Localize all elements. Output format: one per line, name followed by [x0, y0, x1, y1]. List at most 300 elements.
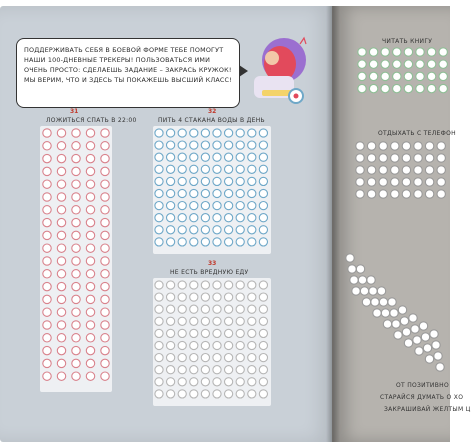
tracker-circle[interactable] [167, 177, 175, 185]
tracker-circle[interactable] [356, 154, 364, 162]
tracker-circle[interactable] [391, 154, 399, 162]
tracker-circle[interactable] [72, 257, 80, 265]
tracker-circle[interactable] [225, 293, 233, 301]
tracker-circle[interactable] [101, 270, 109, 278]
tracker-circle[interactable] [167, 317, 175, 325]
tracker-circle[interactable] [155, 141, 163, 149]
tracker-circle[interactable] [225, 305, 233, 313]
tracker-circle[interactable] [167, 129, 175, 137]
tracker-circle[interactable] [248, 281, 256, 289]
tracker-circle[interactable] [402, 190, 410, 198]
tracker-circle[interactable] [72, 129, 80, 137]
tracker-circle[interactable] [201, 129, 209, 137]
tracker-circle[interactable] [155, 305, 163, 313]
tracker-circle[interactable] [402, 142, 410, 150]
tracker-circle[interactable] [201, 354, 209, 362]
tracker-circle[interactable] [404, 72, 412, 80]
tracker-circle[interactable] [155, 238, 163, 246]
tracker-circle[interactable] [155, 354, 163, 362]
tracker-circle[interactable] [201, 378, 209, 386]
tracker-circle[interactable] [190, 129, 198, 137]
tracker-circle[interactable] [213, 226, 221, 234]
tracker-circle[interactable] [57, 308, 65, 316]
tracker-circle[interactable] [248, 341, 256, 349]
tracker-circle[interactable] [369, 72, 377, 80]
tracker-circle[interactable] [190, 378, 198, 386]
tracker-circle[interactable] [358, 60, 366, 68]
tracker-circle[interactable] [225, 153, 233, 161]
tracker-circle[interactable] [352, 287, 360, 295]
tracker-circle[interactable] [167, 329, 175, 337]
tracker-circle[interactable] [259, 293, 267, 301]
tracker-circle[interactable] [190, 226, 198, 234]
tracker-circle[interactable] [167, 189, 175, 197]
tracker-circle[interactable] [57, 270, 65, 278]
tracker-circle[interactable] [101, 282, 109, 290]
tracker-circle[interactable] [414, 142, 422, 150]
tracker-circle[interactable] [236, 177, 244, 185]
tracker-circle[interactable] [248, 305, 256, 313]
tracker-circle[interactable] [43, 334, 51, 342]
tracker-circle[interactable] [155, 378, 163, 386]
tracker-circle[interactable] [367, 142, 375, 150]
tracker-circle[interactable] [259, 153, 267, 161]
tracker-circle[interactable] [414, 154, 422, 162]
tracker-circle[interactable] [201, 214, 209, 222]
tracker-circle[interactable] [43, 154, 51, 162]
tracker-circle[interactable] [167, 165, 175, 173]
tracker-circle[interactable] [259, 129, 267, 137]
tracker-circle[interactable] [101, 206, 109, 214]
tracker-circle[interactable] [213, 202, 221, 210]
tracker-circle[interactable] [248, 293, 256, 301]
tracker-circle[interactable] [381, 60, 389, 68]
tracker-circle[interactable] [367, 178, 375, 186]
tracker-circle[interactable] [190, 390, 198, 398]
tracker-circle[interactable] [213, 293, 221, 301]
tracker-circle[interactable] [416, 72, 424, 80]
tracker-circle[interactable] [190, 165, 198, 173]
tracker-circle[interactable] [419, 322, 427, 330]
tracker-circle[interactable] [404, 60, 412, 68]
tracker-circle[interactable] [57, 372, 65, 380]
tracker-circle[interactable] [213, 129, 221, 137]
tracker-circle[interactable] [86, 334, 94, 342]
tracker-circle[interactable] [178, 238, 186, 246]
tracker-circle[interactable] [225, 189, 233, 197]
tracker-circle[interactable] [43, 372, 51, 380]
tracker-circle[interactable] [213, 165, 221, 173]
tracker-circle[interactable] [356, 178, 364, 186]
tracker-circle[interactable] [356, 190, 364, 198]
tracker-circle[interactable] [356, 166, 364, 174]
tracker-circle[interactable] [167, 202, 175, 210]
tracker-circle[interactable] [259, 141, 267, 149]
tracker-circle[interactable] [190, 189, 198, 197]
tracker-circle[interactable] [72, 346, 80, 354]
tracker-circle[interactable] [201, 366, 209, 374]
tracker-circle[interactable] [248, 390, 256, 398]
tracker-circle[interactable] [86, 257, 94, 265]
tracker-circle[interactable] [101, 321, 109, 329]
tracker-circle[interactable] [178, 378, 186, 386]
tracker-circle[interactable] [178, 341, 186, 349]
tracker-circle[interactable] [57, 218, 65, 226]
tracker-circle[interactable] [437, 166, 445, 174]
tracker-circle[interactable] [213, 238, 221, 246]
tracker-circle[interactable] [259, 390, 267, 398]
tracker-circle[interactable] [155, 177, 163, 185]
tracker-circle[interactable] [425, 154, 433, 162]
tracker-circle[interactable] [248, 354, 256, 362]
tracker-circle[interactable] [402, 328, 410, 336]
tracker-circle[interactable] [201, 189, 209, 197]
tracker-circle[interactable] [259, 354, 267, 362]
tracker-circle[interactable] [414, 166, 422, 174]
tracker-circle[interactable] [178, 202, 186, 210]
tracker-circle[interactable] [155, 226, 163, 234]
tracker-circle[interactable] [404, 48, 412, 56]
tracker-circle[interactable] [155, 189, 163, 197]
tracker-circle[interactable] [201, 317, 209, 325]
tracker-circle[interactable] [439, 48, 447, 56]
tracker-circle[interactable] [381, 48, 389, 56]
tracker-circle[interactable] [167, 281, 175, 289]
tracker-circle[interactable] [416, 84, 424, 92]
tracker-circle[interactable] [101, 346, 109, 354]
tracker-circle[interactable] [409, 314, 417, 322]
tracker-circle[interactable] [190, 317, 198, 325]
tracker-circle[interactable] [393, 84, 401, 92]
tracker-circle[interactable] [178, 153, 186, 161]
tracker-circle[interactable] [57, 154, 65, 162]
tracker-circle[interactable] [72, 244, 80, 252]
tracker-circle[interactable] [43, 193, 51, 201]
tracker-circle[interactable] [167, 141, 175, 149]
tracker-circle[interactable] [101, 180, 109, 188]
tracker-circle[interactable] [437, 190, 445, 198]
tracker-circle[interactable] [101, 372, 109, 380]
tracker-circle[interactable] [190, 293, 198, 301]
tracker-circle[interactable] [57, 180, 65, 188]
tracker-circle[interactable] [43, 180, 51, 188]
tracker-circle[interactable] [57, 321, 65, 329]
tracker-circle[interactable] [72, 295, 80, 303]
tracker-circle[interactable] [225, 202, 233, 210]
tracker-circle[interactable] [86, 270, 94, 278]
tracker-circle[interactable] [101, 142, 109, 150]
tracker-circle[interactable] [86, 231, 94, 239]
tracker-circle[interactable] [43, 218, 51, 226]
tracker-circle[interactable] [178, 189, 186, 197]
tracker-circle[interactable] [155, 129, 163, 137]
tracker-circle[interactable] [225, 177, 233, 185]
tracker-circle[interactable] [201, 238, 209, 246]
tracker-circle[interactable] [43, 231, 51, 239]
tracker-circle[interactable] [190, 341, 198, 349]
tracker-circle[interactable] [178, 329, 186, 337]
tracker-circle[interactable] [86, 321, 94, 329]
tracker-circle[interactable] [236, 238, 244, 246]
tracker-circle[interactable] [72, 334, 80, 342]
tracker-circle[interactable] [259, 317, 267, 325]
tracker-circle[interactable] [57, 142, 65, 150]
tracker-circle[interactable] [358, 72, 366, 80]
tracker-circle[interactable] [213, 390, 221, 398]
tracker-circle[interactable] [379, 154, 387, 162]
tracker-circle[interactable] [190, 153, 198, 161]
tracker-circle[interactable] [43, 257, 51, 265]
tracker-circle[interactable] [167, 341, 175, 349]
tracker-circle[interactable] [225, 281, 233, 289]
tracker-circle[interactable] [101, 308, 109, 316]
tracker-circle[interactable] [190, 354, 198, 362]
tracker-circle[interactable] [101, 295, 109, 303]
tracker-circle[interactable] [57, 167, 65, 175]
tracker-circle[interactable] [155, 153, 163, 161]
tracker-circle[interactable] [201, 329, 209, 337]
tracker-circle[interactable] [201, 293, 209, 301]
tracker-circle[interactable] [248, 378, 256, 386]
tracker-circle[interactable] [72, 142, 80, 150]
tracker-circle[interactable] [383, 320, 391, 328]
tracker-circle[interactable] [101, 154, 109, 162]
tracker-circle[interactable] [248, 141, 256, 149]
tracker-circle[interactable] [43, 244, 51, 252]
tracker-circle[interactable] [392, 320, 400, 328]
tracker-circle[interactable] [225, 141, 233, 149]
tracker-circle[interactable] [248, 226, 256, 234]
tracker-circle[interactable] [86, 167, 94, 175]
tracker-circle[interactable] [248, 366, 256, 374]
tracker-circle[interactable] [155, 341, 163, 349]
tracker-circle[interactable] [398, 306, 406, 314]
tracker-circle[interactable] [101, 244, 109, 252]
tracker-circle[interactable] [248, 329, 256, 337]
tracker-circle[interactable] [367, 154, 375, 162]
tracker-circle[interactable] [259, 189, 267, 197]
tracker-circle[interactable] [178, 390, 186, 398]
tracker-circle[interactable] [155, 390, 163, 398]
tracker-circle[interactable] [427, 48, 435, 56]
tracker-circle[interactable] [379, 142, 387, 150]
tracker-circle[interactable] [259, 281, 267, 289]
tracker-circle[interactable] [388, 298, 396, 306]
tracker-circle[interactable] [411, 325, 419, 333]
tracker-circle[interactable] [425, 190, 433, 198]
tracker-circle[interactable] [358, 276, 366, 284]
tracker-circle[interactable] [86, 129, 94, 137]
tracker-circle[interactable] [248, 129, 256, 137]
tracker-circle[interactable] [248, 317, 256, 325]
tracker-circle[interactable] [167, 214, 175, 222]
tracker-circle[interactable] [57, 359, 65, 367]
tracker-circle[interactable] [72, 359, 80, 367]
tracker-circle[interactable] [236, 165, 244, 173]
tracker-circle[interactable] [213, 329, 221, 337]
tracker-circle[interactable] [167, 153, 175, 161]
tracker-circle[interactable] [436, 363, 444, 371]
tracker-circle[interactable] [369, 60, 377, 68]
tracker-circle[interactable] [155, 317, 163, 325]
tracker-circle[interactable] [225, 214, 233, 222]
tracker-circle[interactable] [178, 366, 186, 374]
tracker-circle[interactable] [391, 190, 399, 198]
tracker-circle[interactable] [248, 153, 256, 161]
tracker-circle[interactable] [379, 166, 387, 174]
tracker-circle[interactable] [86, 244, 94, 252]
tracker-circle[interactable] [213, 141, 221, 149]
tracker-circle[interactable] [155, 329, 163, 337]
tracker-circle[interactable] [72, 282, 80, 290]
tracker-circle[interactable] [236, 202, 244, 210]
tracker-circle[interactable] [381, 72, 389, 80]
tracker-circle[interactable] [213, 378, 221, 386]
tracker-circle[interactable] [190, 366, 198, 374]
tracker-circle[interactable] [225, 378, 233, 386]
tracker-circle[interactable] [402, 166, 410, 174]
tracker-circle[interactable] [248, 238, 256, 246]
tracker-circle[interactable] [225, 317, 233, 325]
tracker-circle[interactable] [402, 154, 410, 162]
tracker-circle[interactable] [248, 202, 256, 210]
tracker-circle[interactable] [155, 366, 163, 374]
tracker-circle[interactable] [425, 355, 433, 363]
tracker-circle[interactable] [369, 48, 377, 56]
tracker-circle[interactable] [213, 366, 221, 374]
tracker-circle[interactable] [427, 60, 435, 68]
tracker-circle[interactable] [86, 295, 94, 303]
tracker-circle[interactable] [423, 344, 431, 352]
tracker-circle[interactable] [225, 341, 233, 349]
tracker-circle[interactable] [439, 72, 447, 80]
tracker-circle[interactable] [236, 378, 244, 386]
tracker-circle[interactable] [57, 334, 65, 342]
tracker-circle[interactable] [413, 336, 421, 344]
tracker-circle[interactable] [379, 190, 387, 198]
tracker-circle[interactable] [190, 177, 198, 185]
tracker-circle[interactable] [178, 354, 186, 362]
tracker-circle[interactable] [167, 390, 175, 398]
tracker-circle[interactable] [72, 167, 80, 175]
tracker-circle[interactable] [225, 366, 233, 374]
tracker-circle[interactable] [190, 238, 198, 246]
tracker-circle[interactable] [259, 329, 267, 337]
tracker-circle[interactable] [236, 390, 244, 398]
tracker-circle[interactable] [72, 180, 80, 188]
tracker-circle[interactable] [236, 189, 244, 197]
tracker-circle[interactable] [379, 178, 387, 186]
tracker-circle[interactable] [236, 293, 244, 301]
tracker-circle[interactable] [348, 265, 356, 273]
tracker-circle[interactable] [155, 165, 163, 173]
tracker-circle[interactable] [167, 293, 175, 301]
tracker-circle[interactable] [178, 305, 186, 313]
tracker-circle[interactable] [350, 276, 358, 284]
tracker-circle[interactable] [57, 231, 65, 239]
tracker-circle[interactable] [43, 129, 51, 137]
tracker-circle[interactable] [72, 321, 80, 329]
tracker-circle[interactable] [57, 282, 65, 290]
tracker-circle[interactable] [225, 165, 233, 173]
tracker-circle[interactable] [225, 238, 233, 246]
tracker-circle[interactable] [367, 166, 375, 174]
tracker-circle[interactable] [43, 321, 51, 329]
tracker-circle[interactable] [72, 154, 80, 162]
tracker-circle[interactable] [190, 305, 198, 313]
tracker-circle[interactable] [416, 60, 424, 68]
tracker-circle[interactable] [190, 141, 198, 149]
tracker-circle[interactable] [86, 206, 94, 214]
tracker-circle[interactable] [213, 305, 221, 313]
tracker-circle[interactable] [167, 354, 175, 362]
tracker-circle[interactable] [427, 84, 435, 92]
tracker-circle[interactable] [236, 366, 244, 374]
tracker-circle[interactable] [236, 153, 244, 161]
tracker-circle[interactable] [394, 331, 402, 339]
tracker-circle[interactable] [430, 330, 438, 338]
tracker-circle[interactable] [437, 178, 445, 186]
tracker-circle[interactable] [57, 346, 65, 354]
tracker-circle[interactable] [190, 202, 198, 210]
tracker-circle[interactable] [213, 341, 221, 349]
tracker-circle[interactable] [259, 177, 267, 185]
tracker-circle[interactable] [201, 141, 209, 149]
tracker-circle[interactable] [86, 193, 94, 201]
tracker-circle[interactable] [201, 177, 209, 185]
tracker-circle[interactable] [391, 166, 399, 174]
tracker-circle[interactable] [259, 165, 267, 173]
tracker-circle[interactable] [236, 226, 244, 234]
tracker-circle[interactable] [72, 206, 80, 214]
tracker-circle[interactable] [248, 165, 256, 173]
tracker-circle[interactable] [43, 270, 51, 278]
tracker-circle[interactable] [373, 309, 381, 317]
tracker-circle[interactable] [213, 177, 221, 185]
tracker-circle[interactable] [167, 378, 175, 386]
tracker-circle[interactable] [236, 329, 244, 337]
tracker-circle[interactable] [178, 177, 186, 185]
tracker-circle[interactable] [57, 129, 65, 137]
tracker-circle[interactable] [155, 214, 163, 222]
tracker-circle[interactable] [57, 244, 65, 252]
tracker-circle[interactable] [381, 84, 389, 92]
tracker-circle[interactable] [72, 193, 80, 201]
tracker-circle[interactable] [425, 178, 433, 186]
tracker-circle[interactable] [178, 129, 186, 137]
tracker-circle[interactable] [101, 167, 109, 175]
tracker-circle[interactable] [57, 193, 65, 201]
tracker-circle[interactable] [236, 341, 244, 349]
tracker-circle[interactable] [101, 218, 109, 226]
tracker-circle[interactable] [201, 305, 209, 313]
tracker-circle[interactable] [72, 231, 80, 239]
tracker-circle[interactable] [72, 218, 80, 226]
tracker-circle[interactable] [155, 281, 163, 289]
tracker-circle[interactable] [236, 129, 244, 137]
tracker-circle[interactable] [427, 72, 435, 80]
tracker-circle[interactable] [379, 298, 387, 306]
tracker-circle[interactable] [393, 60, 401, 68]
tracker-circle[interactable] [201, 165, 209, 173]
tracker-circle[interactable] [358, 48, 366, 56]
tracker-circle[interactable] [356, 142, 364, 150]
tracker-circle[interactable] [213, 317, 221, 325]
tracker-circle[interactable] [201, 341, 209, 349]
tracker-circle[interactable] [178, 226, 186, 234]
tracker-circle[interactable] [259, 214, 267, 222]
tracker-circle[interactable] [236, 354, 244, 362]
